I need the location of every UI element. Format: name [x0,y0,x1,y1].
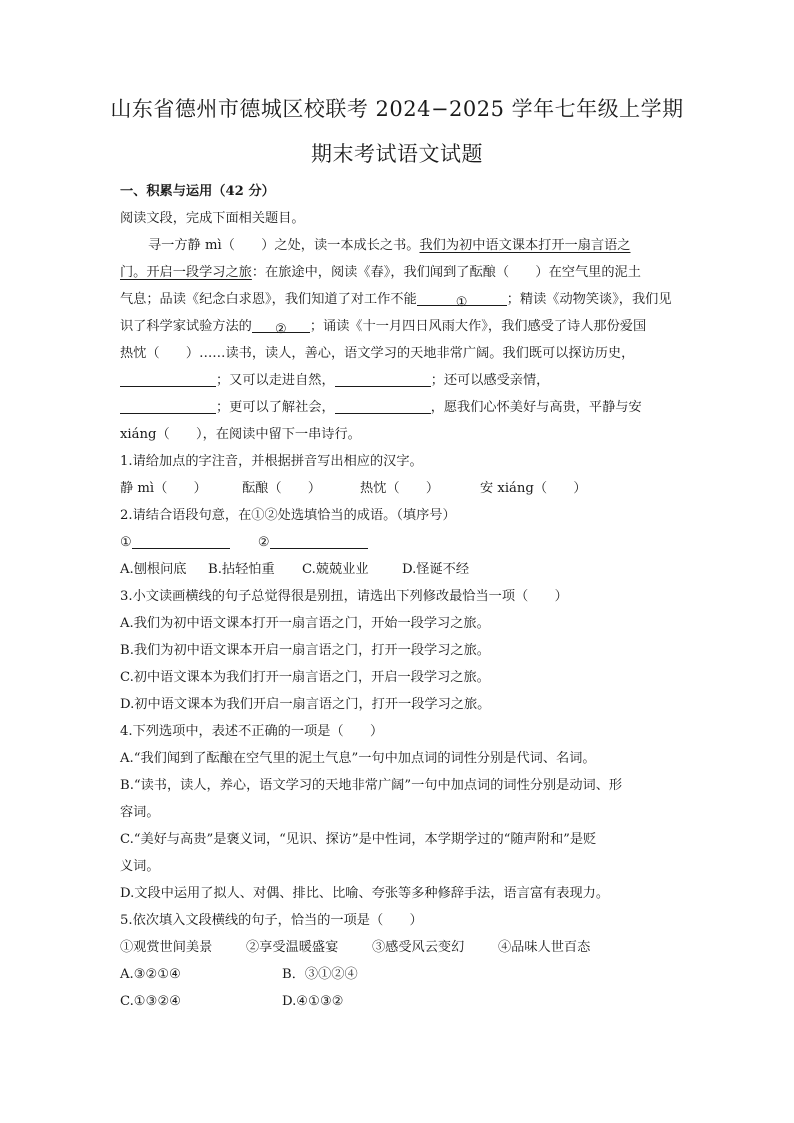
passage-line [120,394,680,421]
passage-line [120,313,680,340]
fill-blank[interactable] [120,370,216,387]
q5-options-row1 [120,961,680,988]
q1-item: 静 mì（ ） [120,481,207,496]
fill-blank[interactable] [120,397,216,414]
q2-option: B.拈轻怕重 [208,562,275,577]
q4-option-a: A.“我们闻到了酝酿在空气里的泥土气息”一句中加点词的词性分别是代词、名词。 [120,751,596,766]
passage-line [120,259,680,286]
q4-option-b-cont: 容词。 [120,805,160,820]
section-intro: 阅读文段，完成下面相关题目。 [120,211,305,226]
q5-option-c: C.①③②④ [120,994,182,1009]
q2-answer-blank-1[interactable] [132,532,230,549]
q2-answer-blank-2[interactable] [270,532,368,549]
q4-stem: 4.下列选项中，表述不正确的一项是（ ） [120,724,384,739]
q2-options [120,556,680,583]
q5-item: ①观赏世间美景 [120,940,213,955]
q1-item: 酝酿（ ） [242,481,322,496]
q5-stem: 5.依次填入文段横线的句子，恰当的一项是（ ） [120,913,423,928]
passage-line [120,367,680,394]
q4-option-b: B.“读书，读人，养心，语文学习的天地非常广阔”一句中加点词的词性分别是动词、形 [120,778,623,793]
q4-option-d: D.文段中运用了拟人、对偶、排比、比喻、夸张等多种修辞手法，语言富有表现力。 [120,886,610,901]
exam-title-line2: 期末考试语文试题 [311,142,483,166]
passage-line: 热忱（ ）……读书，读人，善心，语文学习的天地非常广阔。我们既可以探访历史， [120,346,635,361]
exam-content [120,178,680,1015]
underlined-sentence: 门。开启一段学习之旅 [120,265,252,280]
fill-blank[interactable] [335,370,431,387]
passage-text: 寻一方静 mì（ ）之处，读一本成长之书。 [148,238,420,253]
q4-option-c-cont: 义词。 [120,859,160,874]
q1-stem: 1.请给加点的字注音，并根据拼音写出相应的汉字。 [120,454,423,469]
q2-option: C.兢兢业业 [302,562,369,577]
q2-blank-label: ② [257,535,270,550]
passage-text: ；精读《动物笑谈》，我们见 [506,292,672,307]
passage-text: ；又可以走进自然， [216,373,335,388]
q5-item: ④品味人世百态 [498,940,591,955]
passage-text: ；还可以感受亲情， [430,373,550,388]
q3-stem: 3.小文读画横线的句子总觉得很是别扭，请选出下列修改最恰当一项（ ） [120,589,568,604]
passage-text: 识了科学家试验方法的 [120,319,252,334]
q5-option-a: A.③②①④ [120,967,182,982]
q2-option: A.刨根问底 [120,562,187,577]
q3-option-a: A.我们为初中语文课本打开一扇言语之门，开始一段学习之旅。 [120,616,490,631]
q1-item: 热忱（ ） [360,481,440,496]
fill-blank-1[interactable]: ① [417,289,507,306]
q5-item: ②享受温暖盛宴 [246,940,339,955]
q4-option-c: C.“美好与高贵”是褒义词，“见识、探访”是中性词，本学期学过的“随声附和”是贬 [120,832,597,847]
passage-line [120,286,680,313]
section-heading: 一、积累与运用（42 分） [120,184,275,199]
passage-text: ；诵读《十一月四日风雨大作》，我们感受了诗人那份爱国 [309,319,647,334]
q2-option: D.怪诞不经 [402,562,470,577]
underlined-sentence: 我们为初中语文课本打开一扇言语之 [419,238,631,253]
fill-blank[interactable] [335,397,431,414]
passage-text: ：在旅途中，阅读《春》，我们闻到了酝酿（ ）在空气里的泥土 [251,265,641,280]
passage-text: ；更可以了解社会， [216,400,335,415]
q3-option-d: D.初中语文课本为我们开启一扇言语之门，打开一段学习之旅。 [120,697,491,712]
exam-title-line1: 山东省德州市德城区校联考 2024−2025 学年七年级上学期 [110,97,684,121]
q5-option-d: D.④①③② [282,994,344,1009]
q2-stem: 2.请结合语段句意，在①②处选填恰当的成语。（填序号） [120,508,456,523]
q3-option-b: B.我们为初中语文课本开启一扇言语之门，打开一段学习之旅。 [120,643,490,658]
q5-option-b: B．③①②④ [282,967,358,982]
q5-item: ③感受风云变幻 [372,940,465,955]
passage-text: 气息；品读《纪念白求恩》，我们知道了对工作不能 [120,292,417,307]
passage-line: xiáng（ ），在阅读中留下一串诗行。 [120,427,361,442]
passage-text: ，愿我们心怀美好与高贵，平静与安 [430,400,642,415]
q1-items [120,475,680,502]
q5-items [120,934,680,961]
passage-line [120,232,680,259]
q5-options-row2 [120,988,680,1015]
fill-blank-2[interactable]: ② [252,316,310,333]
q1-item: 安 xiáng（ ） [480,481,587,496]
q3-option-c: C.初中语文课本为我们打开一扇言语之门，开启一段学习之旅。 [120,670,490,685]
q2-blank-label: ① [120,535,132,550]
q2-blanks [120,529,680,556]
